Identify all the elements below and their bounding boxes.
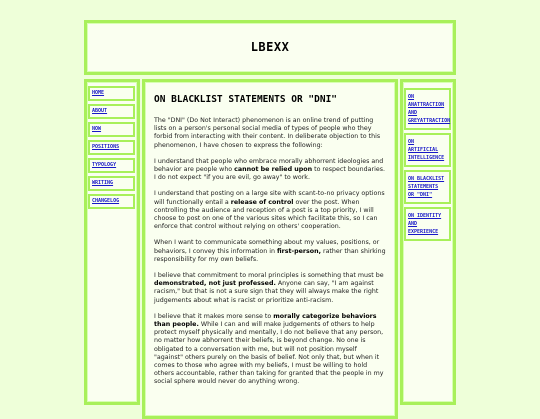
essay-link-artificial-intelligence[interactable]: ON ARTIFICIAL INTELLIGENCE	[404, 133, 451, 167]
essay-link-blacklist-statements[interactable]: ON BLACKLIST STATEMENTS OR "DNI"	[404, 170, 451, 204]
article-title: ON BLACKLIST STATEMENTS OR "DNI"	[154, 94, 338, 105]
text-fragment: While I can and will make judgements of others to help protect myself physically and mentally, I do not believe that any person, no matter how abhorrent their beliefs, is beyond change. No one is obligated to a conversation with me, but will not position myself "against" others purely on the basis of belief. Not only that, but when it comes to those who agree with my beliefs, I must be willing to hold others accountable, rather than taking for granted that the people in my social sphere would never do anything wrong.	[154, 321, 384, 386]
bold-phrase: release of control	[230, 198, 294, 206]
text-fragment: over the post. When controlling the audience and reception of a post is a top priority, I will choose to post on one of the various sites which facilitate this, so I can enforce that control without relying on others' cooperation.	[154, 198, 378, 231]
paragraph-first-person	[154, 239, 387, 264]
site-header	[84, 20, 456, 75]
text-fragment: to respect boundaries. I do not expect "if you are evil, go away" to work.	[154, 166, 386, 182]
essay-link-identity-experience[interactable]: ON IDENTITY AND EXPERIENCE	[404, 207, 451, 241]
text-fragment: I understand that posting on a large site with scant-to-no privacy options will functionally entail a	[154, 190, 385, 206]
paragraph-principles	[154, 272, 387, 305]
left-nav	[84, 79, 140, 405]
text-fragment: I believe that it makes more sense to	[154, 312, 274, 320]
text-fragment: Anyone can say, "I am against racism," but that is not a sure sign that they will always make the right judgements about what is racist or prioritize anti-racism.	[154, 280, 379, 304]
nav-link-now[interactable]: NOW	[88, 122, 135, 137]
nav-link-home[interactable]: HOME	[88, 86, 135, 101]
paragraph-intro: The "DNI" (Do Not Interact) phenomenon is an online trend of putting lists on a person's personal social media of types of people who they forbid from interacting with their content. In deliberate objection to this phenomenon, I have chosen to express the following:	[154, 117, 381, 149]
text-fragment: rather than shirking responsibility for my own beliefs.	[154, 247, 386, 263]
bold-phrase: first-person,	[277, 247, 321, 255]
text-fragment: I understand that people who embrace morally abhorrent ideologies and behavior are people who	[154, 157, 384, 174]
text-fragment: When I want to communicate something about my values, positions, or behaviors, I convey this information in	[154, 239, 380, 255]
bold-phrase: morally categorize behaviors than people.	[154, 312, 377, 329]
paragraph-boundaries	[154, 158, 387, 183]
site-title: LBEXX	[250, 40, 290, 54]
main-content	[142, 79, 398, 419]
text-fragment: I believe that commitment to moral principles is something that must be	[154, 272, 384, 280]
bold-phrase: cannot be relied upon	[234, 166, 313, 174]
nav-link-about[interactable]: ABOUT	[88, 104, 135, 119]
paragraph-control	[154, 190, 387, 231]
bold-phrase: demonstrated, not just professed.	[154, 280, 276, 288]
nav-link-positions[interactable]: POSITIONS	[88, 140, 135, 155]
nav-link-typology[interactable]: TYPOLOGY	[88, 158, 135, 173]
nav-link-writing[interactable]: WRITING	[88, 176, 135, 191]
nav-link-changelog[interactable]: CHANGELOG	[88, 194, 135, 209]
right-nav	[400, 79, 456, 405]
paragraph-behaviors	[154, 313, 387, 387]
essay-link-anattraction[interactable]: ON ANATTRACTION AND GREYATTRACTION	[404, 88, 451, 130]
